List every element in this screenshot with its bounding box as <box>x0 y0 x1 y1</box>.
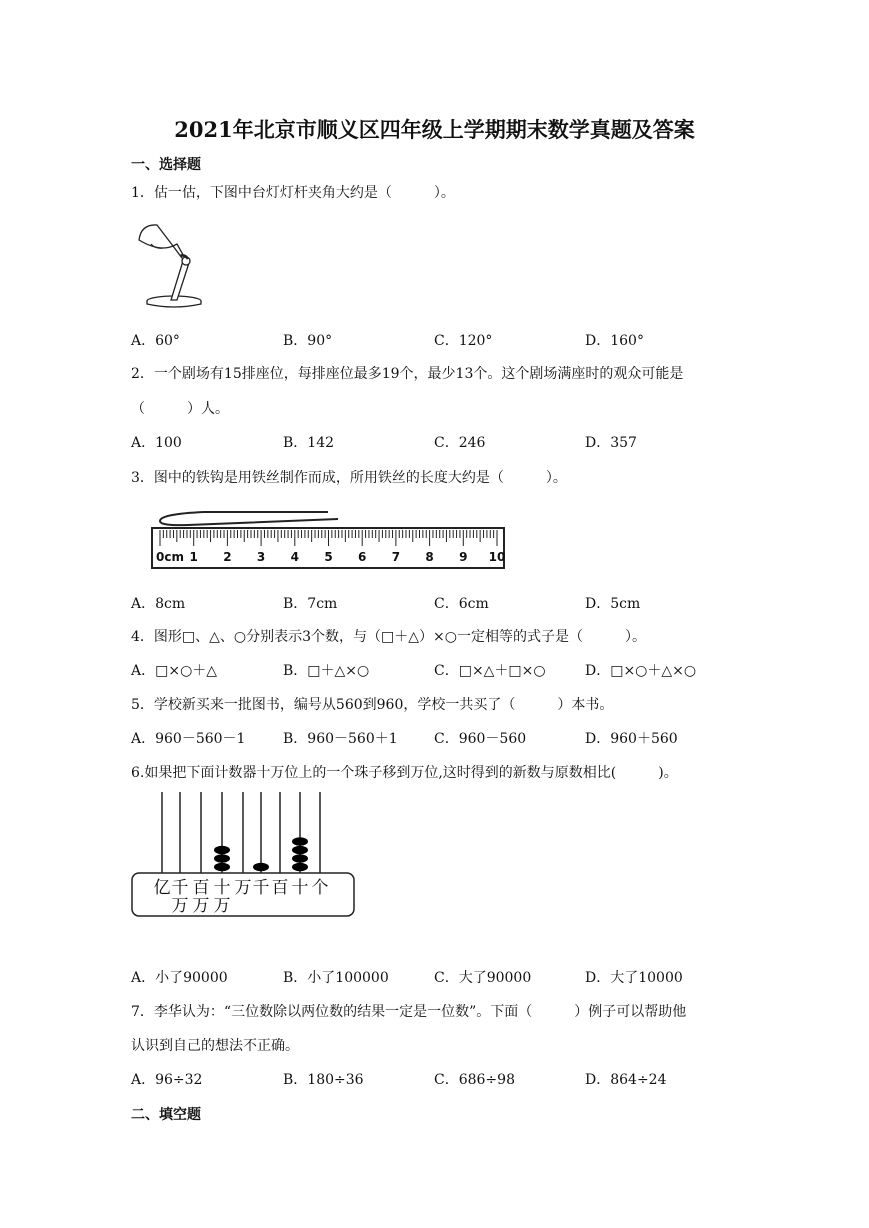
abacus-bead <box>214 863 230 872</box>
question-5-option-c: C．960－560 <box>434 731 527 747</box>
question-6-option-c: C．大了90000 <box>434 970 532 986</box>
question-3-option-c: C．6cm <box>434 596 489 612</box>
abacus-label: 千 <box>171 878 189 898</box>
question-1-option-a: A．60° <box>131 333 180 349</box>
document-title: 2021年北京市顺义区四年级上学期期末数学真题及答案 <box>174 117 695 142</box>
question-1-option-c: C．120° <box>434 333 493 349</box>
question-4-option-d: D．□×○＋△×○ <box>585 663 697 679</box>
question-5-text: 5．学校新买来一批图书，编号从560到960，学校一共买了（ ）本书。 <box>131 697 614 713</box>
question-2-text: 2．一个剧场有15排座位，每排座位最多19个，最少13个。这个剧场满座时的观众可能是 <box>131 366 684 382</box>
abacus-label: 万 <box>213 896 231 916</box>
abacus-bead <box>292 846 308 855</box>
abacus-label: 万 <box>192 896 210 916</box>
abacus-label: 百 <box>271 878 289 898</box>
abacus-bead <box>253 863 269 872</box>
ruler-label: 0cm <box>156 550 184 564</box>
question-6-option-d: D．大了10000 <box>585 970 683 986</box>
question-1-option-d: D．160° <box>585 333 644 349</box>
question-7-option-d: D．864÷24 <box>585 1072 667 1088</box>
ruler-label: 4 <box>290 550 299 564</box>
question-4-text: 4．图形□、△、○分别表示3个数，与（□＋△）×○一定相等的式子是（ ）。 <box>131 629 646 645</box>
abacus-label: 十 <box>213 878 231 898</box>
section-heading-choice: 一、选择题 <box>131 157 201 173</box>
question-5-option-a: A．960－560－1 <box>131 731 246 747</box>
question-6-option-a: A．小了90000 <box>131 970 228 986</box>
ruler-label: 6 <box>358 550 367 564</box>
question-2-option-d: D．357 <box>585 435 637 451</box>
question-7-text: 7．李华认为：“三位数除以两位数的结果一定是一位数”。下面（ ）例子可以帮助他 <box>131 1004 687 1020</box>
question-3-option-b: B．7cm <box>283 596 338 612</box>
ruler-label: 1 <box>189 550 198 564</box>
question-2-text-continued: （ ）人。 <box>131 401 229 417</box>
ruler-label: 7 <box>391 550 401 564</box>
ruler-with-wire-hook-figure <box>148 504 508 572</box>
question-7-option-a: A．96÷32 <box>131 1072 203 1088</box>
abacus-label: 千 <box>252 878 270 898</box>
question-2-option-b: B．142 <box>283 435 335 451</box>
abacus-label: 万 <box>234 878 252 898</box>
ruler-label: 2 <box>223 550 232 564</box>
question-7-option-c: C．686÷98 <box>434 1072 515 1088</box>
question-3-option-d: D．5cm <box>585 596 641 612</box>
abacus-bead <box>214 854 230 863</box>
question-6-option-b: B．小了100000 <box>283 970 389 986</box>
ruler-label: 5 <box>324 550 333 564</box>
question-6-text: 6.如果把下面计数器十万位上的一个珠子移到万位,这时得到的新数与原数相比( )。 <box>131 765 678 781</box>
abacus-bead <box>292 837 308 846</box>
question-4-option-a: A．□×○＋△ <box>131 663 218 679</box>
abacus-label: 十 <box>291 878 309 898</box>
abacus-label: 万 <box>171 896 189 916</box>
question-7-text-continued: 认识到自己的想法不正确。 <box>131 1038 299 1054</box>
ruler-label: 8 <box>425 550 434 564</box>
abacus-bead <box>292 863 308 872</box>
question-3-text: 3．图中的铁钩是用铁丝制作而成，所用铁丝的长度大约是（ ）。 <box>131 470 567 486</box>
ruler-label: 10 <box>488 550 506 564</box>
ruler-label: 3 <box>256 550 266 564</box>
question-1-text: 1．估一估，下图中台灯灯杆夹角大约是（ ）。 <box>131 185 455 201</box>
abacus-counter-figure <box>130 790 358 920</box>
question-1-option-b: B．90° <box>283 333 333 349</box>
abacus-label: 亿 <box>153 878 171 898</box>
question-5-option-d: D．960＋560 <box>585 731 678 747</box>
ruler-label: 9 <box>459 550 468 564</box>
desk-lamp-figure <box>131 218 211 310</box>
abacus-label: 个 <box>311 878 329 898</box>
section-heading-fill: 二、填空题 <box>131 1107 201 1123</box>
question-4-option-c: C．□×△＋□×○ <box>434 663 546 679</box>
question-2-option-c: C．246 <box>434 435 486 451</box>
abacus-label: 百 <box>192 878 210 898</box>
question-4-option-b: B．□＋△×○ <box>283 663 370 679</box>
abacus-bead <box>292 854 308 863</box>
question-5-option-b: B．960－560＋1 <box>283 731 398 747</box>
question-2-option-a: A．100 <box>131 435 182 451</box>
question-3-option-a: A．8cm <box>131 596 186 612</box>
abacus-bead <box>214 846 230 855</box>
question-7-option-b: B．180÷36 <box>283 1072 364 1088</box>
